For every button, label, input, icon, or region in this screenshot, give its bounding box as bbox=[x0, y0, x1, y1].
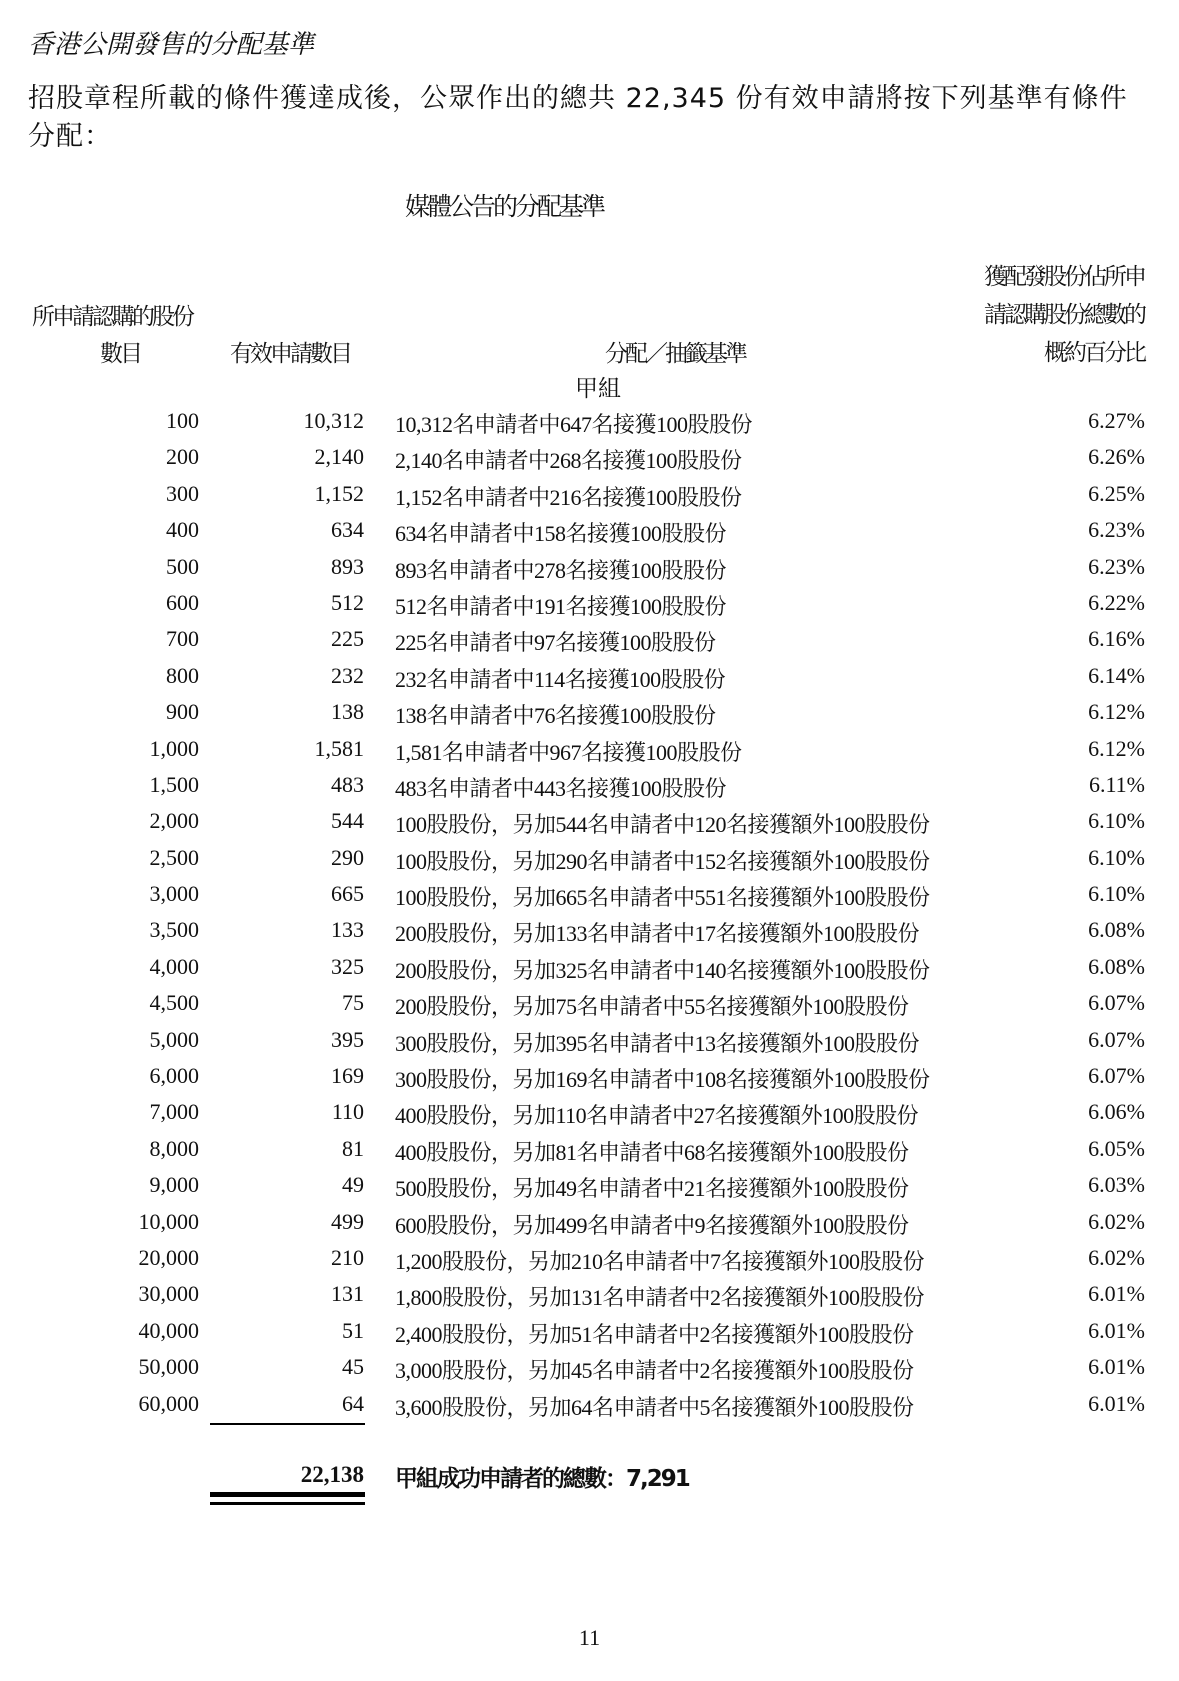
cell-allocation-basis: 1,800股股份，另加131名申請者中2名接獲額外100股股份 bbox=[395, 1285, 925, 1311]
cell-approx-percentage: 6.10% bbox=[1088, 881, 1145, 907]
pool-a-successful-total: 甲組成功申請者的總數：7,291 bbox=[395, 1466, 689, 1492]
table-row bbox=[0, 875, 1179, 911]
cell-shares-applied: 800 bbox=[166, 662, 199, 688]
cell-valid-applications: 81 bbox=[342, 1135, 364, 1161]
cell-approx-percentage: 6.01% bbox=[1088, 1281, 1145, 1307]
cell-shares-applied: 1,000 bbox=[149, 735, 199, 761]
table-row bbox=[0, 620, 1179, 656]
cell-allocation-basis: 500股股份，另加49名申請者中21名接獲額外100股股份 bbox=[395, 1176, 909, 1202]
cell-allocation-basis: 1,581名申請者中967名接獲100股股份 bbox=[395, 739, 742, 765]
cell-approx-percentage: 6.08% bbox=[1088, 917, 1145, 943]
cell-allocation-basis: 10,312名申請者中647名接獲100股股份 bbox=[395, 412, 753, 437]
cell-approx-percentage: 6.10% bbox=[1088, 808, 1145, 834]
cell-valid-applications: 665 bbox=[331, 881, 364, 907]
cell-approx-percentage: 6.12% bbox=[1088, 699, 1145, 725]
table-row bbox=[0, 730, 1179, 766]
table-row bbox=[0, 1239, 1179, 1275]
cell-valid-applications: 232 bbox=[331, 662, 364, 688]
cell-allocation-basis: 1,200股股份，另加210名申請者中7名接獲額外100股股份 bbox=[395, 1248, 925, 1274]
cell-approx-percentage: 6.14% bbox=[1088, 662, 1145, 688]
cell-shares-applied: 700 bbox=[166, 626, 199, 652]
cell-approx-percentage: 6.10% bbox=[1088, 844, 1145, 870]
cell-allocation-basis: 2,400股股份，另加51名申請者中2名接獲額外100股股份 bbox=[395, 1321, 914, 1347]
cell-valid-applications: 499 bbox=[331, 1208, 364, 1234]
cell-shares-applied: 4,000 bbox=[149, 953, 199, 979]
cell-allocation-basis: 483名申請者中443名接獲100股股份 bbox=[395, 775, 727, 801]
total-double-rule-bottom bbox=[210, 1502, 365, 1505]
cell-allocation-basis: 100股股份，另加290名申請者中152名接獲額外100股股份 bbox=[395, 848, 930, 874]
table-row bbox=[0, 1057, 1179, 1093]
cell-allocation-basis: 232名申請者中114名接獲100股股份 bbox=[395, 666, 726, 692]
cell-approx-percentage: 6.07% bbox=[1088, 1026, 1145, 1052]
cell-allocation-basis: 3,600股股份，另加64名申請者中5名接獲額外100股股份 bbox=[395, 1394, 914, 1420]
cell-shares-applied: 10,000 bbox=[138, 1208, 199, 1234]
cell-shares-applied: 2,500 bbox=[149, 844, 199, 870]
intro-paragraph: 招股章程所載的條件獲達成後，公眾作出的總共 22,345 份有效申請將按下列基準有條件分配： bbox=[28, 83, 1128, 152]
cell-valid-applications: 634 bbox=[331, 517, 364, 543]
header-valid-applications: 有效申請數目 bbox=[230, 341, 350, 367]
cell-shares-applied: 100 bbox=[166, 408, 199, 433]
cell-approx-percentage: 6.03% bbox=[1088, 1172, 1145, 1198]
header-shares-applied-line2: 數目 bbox=[100, 341, 140, 367]
cell-approx-percentage: 6.02% bbox=[1088, 1208, 1145, 1234]
header-shares-applied-line1: 所申請認購的股份 bbox=[32, 304, 192, 330]
cell-shares-applied: 5,000 bbox=[149, 1026, 199, 1052]
page-number: 11 bbox=[578, 1625, 601, 1650]
table-row bbox=[0, 548, 1179, 584]
header-pct-line2: 請認購股份總數的 bbox=[984, 302, 1144, 328]
cell-approx-percentage: 6.11% bbox=[1088, 771, 1145, 797]
cell-allocation-basis: 1,152名申請者中216名接獲100股股份 bbox=[395, 484, 742, 510]
cell-valid-applications: 893 bbox=[331, 553, 364, 579]
cell-approx-percentage: 6.01% bbox=[1088, 1390, 1145, 1416]
cell-approx-percentage: 6.06% bbox=[1088, 1099, 1145, 1125]
cell-shares-applied: 3,000 bbox=[149, 881, 199, 907]
cell-valid-applications: 133 bbox=[331, 917, 364, 943]
table-row bbox=[0, 438, 1179, 474]
header-approx-percentage bbox=[984, 258, 1144, 372]
cell-approx-percentage: 6.25% bbox=[1088, 480, 1145, 506]
cell-shares-applied: 600 bbox=[166, 589, 199, 615]
cell-valid-applications: 325 bbox=[331, 953, 364, 979]
table-row bbox=[0, 1130, 1179, 1166]
table-row bbox=[0, 911, 1179, 947]
table-row bbox=[0, 1385, 1179, 1421]
cell-shares-applied: 2,000 bbox=[149, 808, 199, 834]
header-allocation-basis: 分配／抽籤基準 bbox=[605, 341, 745, 367]
table-title: 媒體公告的分配基準 bbox=[405, 192, 604, 221]
cell-allocation-basis: 634名申請者中158名接獲100股股份 bbox=[395, 521, 727, 547]
subtotal-rule bbox=[210, 1423, 365, 1425]
table-row bbox=[0, 1021, 1179, 1057]
table-row bbox=[0, 1275, 1179, 1311]
cell-shares-applied: 30,000 bbox=[138, 1281, 199, 1307]
cell-allocation-basis: 600股股份，另加499名申請者中9名接獲額外100股股份 bbox=[395, 1212, 909, 1238]
cell-allocation-basis: 225名申請者中97名接獲100股股份 bbox=[395, 630, 716, 656]
cell-allocation-basis: 100股股份，另加544名申請者中120名接獲額外100股股份 bbox=[395, 812, 930, 838]
table-row bbox=[0, 475, 1179, 511]
cell-shares-applied: 7,000 bbox=[149, 1099, 199, 1125]
cell-approx-percentage: 6.23% bbox=[1088, 553, 1145, 579]
table-row bbox=[0, 402, 1179, 438]
table-row bbox=[0, 1312, 1179, 1348]
cell-valid-applications: 64 bbox=[342, 1390, 364, 1416]
cell-allocation-basis: 200股股份，另加133名申請者中17名接獲額外100股股份 bbox=[395, 921, 920, 947]
table-row bbox=[0, 657, 1179, 693]
cell-shares-applied: 400 bbox=[166, 517, 199, 543]
cell-approx-percentage: 6.08% bbox=[1088, 953, 1145, 979]
cell-valid-applications: 290 bbox=[331, 844, 364, 870]
table-row bbox=[0, 1348, 1179, 1384]
table-row bbox=[0, 584, 1179, 620]
cell-shares-applied: 60,000 bbox=[138, 1390, 199, 1416]
cell-shares-applied: 4,500 bbox=[149, 990, 199, 1016]
cell-approx-percentage: 6.26% bbox=[1088, 444, 1145, 470]
table-row bbox=[0, 766, 1179, 802]
cell-valid-applications: 483 bbox=[331, 771, 364, 797]
cell-valid-applications: 131 bbox=[331, 1281, 364, 1307]
cell-approx-percentage: 6.02% bbox=[1088, 1244, 1145, 1270]
cell-approx-percentage: 6.05% bbox=[1088, 1135, 1145, 1161]
cell-valid-applications: 512 bbox=[331, 589, 364, 615]
cell-allocation-basis: 893名申請者中278名接獲100股股份 bbox=[395, 557, 727, 583]
table-row bbox=[0, 511, 1179, 547]
cell-valid-applications: 2,140 bbox=[314, 444, 364, 470]
cell-valid-applications: 45 bbox=[342, 1354, 364, 1380]
table-row bbox=[0, 1166, 1179, 1202]
table-row bbox=[0, 948, 1179, 984]
cell-approx-percentage: 6.07% bbox=[1088, 990, 1145, 1016]
cell-valid-applications: 75 bbox=[342, 990, 364, 1016]
cell-approx-percentage: 6.01% bbox=[1088, 1317, 1145, 1343]
cell-allocation-basis: 512名申請者中191名接獲100股股份 bbox=[395, 593, 727, 619]
section-title: 香港公開發售的分配基準 bbox=[28, 30, 315, 60]
cell-valid-applications: 51 bbox=[342, 1317, 364, 1343]
allocation-table-body bbox=[0, 402, 1179, 1421]
header-pct-line3: 概約百分比 bbox=[1044, 340, 1144, 366]
cell-allocation-basis: 400股股份，另加81名申請者中68名接獲額外100股股份 bbox=[395, 1139, 909, 1165]
cell-shares-applied: 1,500 bbox=[149, 771, 199, 797]
cell-valid-applications: 138 bbox=[331, 699, 364, 725]
cell-shares-applied: 300 bbox=[166, 480, 199, 506]
cell-shares-applied: 500 bbox=[166, 553, 199, 579]
table-row bbox=[0, 802, 1179, 838]
cell-valid-applications: 395 bbox=[331, 1026, 364, 1052]
cell-valid-applications: 49 bbox=[342, 1172, 364, 1198]
cell-valid-applications: 225 bbox=[331, 626, 364, 652]
cell-valid-applications: 110 bbox=[331, 1099, 364, 1125]
table-row bbox=[0, 1203, 1179, 1239]
cell-approx-percentage: 6.01% bbox=[1088, 1354, 1145, 1380]
cell-approx-percentage: 6.27% bbox=[1088, 408, 1145, 433]
cell-allocation-basis: 400股股份，另加110名申請者中27名接獲額外100股股份 bbox=[395, 1103, 919, 1129]
cell-allocation-basis: 300股股份，另加395名申請者中13名接獲額外100股股份 bbox=[395, 1030, 920, 1056]
cell-valid-applications: 1,581 bbox=[314, 735, 364, 761]
cell-valid-applications: 210 bbox=[331, 1244, 364, 1270]
cell-shares-applied: 20,000 bbox=[138, 1244, 199, 1270]
cell-allocation-basis: 200股股份，另加75名申請者中55名接獲額外100股股份 bbox=[395, 994, 909, 1020]
header-pct-line1: 獲配發股份佔所申 bbox=[984, 264, 1144, 290]
cell-shares-applied: 50,000 bbox=[138, 1354, 199, 1380]
cell-shares-applied: 900 bbox=[166, 699, 199, 725]
cell-approx-percentage: 6.22% bbox=[1088, 589, 1145, 615]
cell-valid-applications: 544 bbox=[331, 808, 364, 834]
cell-valid-applications: 169 bbox=[331, 1063, 364, 1089]
cell-valid-applications: 10,312 bbox=[303, 408, 364, 433]
table-row bbox=[0, 693, 1179, 729]
table-row bbox=[0, 984, 1179, 1020]
cell-shares-applied: 9,000 bbox=[149, 1172, 199, 1198]
cell-allocation-basis: 200股股份，另加325名申請者中140名接獲額外100股股份 bbox=[395, 957, 930, 983]
cell-shares-applied: 40,000 bbox=[138, 1317, 199, 1343]
cell-shares-applied: 8,000 bbox=[149, 1135, 199, 1161]
cell-shares-applied: 3,500 bbox=[149, 917, 199, 943]
cell-approx-percentage: 6.23% bbox=[1088, 517, 1145, 543]
cell-shares-applied: 6,000 bbox=[149, 1063, 199, 1089]
cell-allocation-basis: 2,140名申請者中268名接獲100股股份 bbox=[395, 448, 742, 474]
cell-shares-applied: 200 bbox=[166, 444, 199, 470]
table-row bbox=[0, 1093, 1179, 1129]
total-valid-applications: 22,138 bbox=[300, 1462, 364, 1487]
cell-approx-percentage: 6.07% bbox=[1088, 1063, 1145, 1089]
pool-a-label: 甲組 bbox=[575, 376, 621, 402]
cell-approx-percentage: 6.16% bbox=[1088, 626, 1145, 652]
table-row bbox=[0, 839, 1179, 875]
cell-allocation-basis: 138名申請者中76名接獲100股股份 bbox=[395, 703, 716, 729]
total-double-rule-top bbox=[210, 1492, 365, 1497]
cell-allocation-basis: 100股股份，另加665名申請者中551名接獲額外100股股份 bbox=[395, 885, 930, 911]
cell-approx-percentage: 6.12% bbox=[1088, 735, 1145, 761]
cell-allocation-basis: 300股股份，另加169名申請者中108名接獲額外100股股份 bbox=[395, 1067, 930, 1093]
cell-valid-applications: 1,152 bbox=[314, 480, 364, 506]
cell-allocation-basis: 3,000股股份，另加45名申請者中2名接獲額外100股股份 bbox=[395, 1358, 914, 1384]
